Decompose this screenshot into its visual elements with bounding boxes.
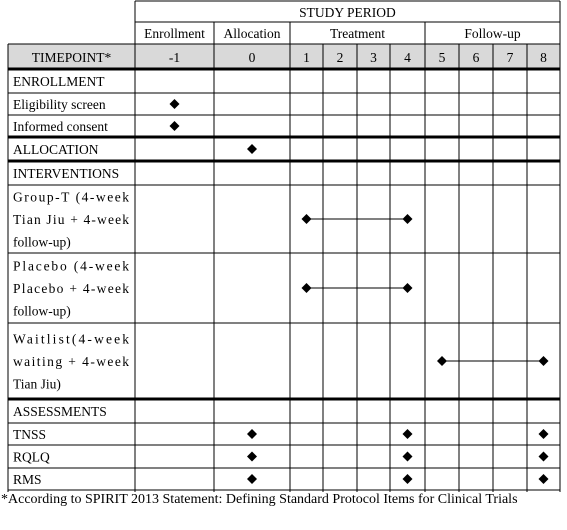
timepoint-value: 8: [540, 50, 547, 65]
phase-label: Treatment: [330, 26, 385, 41]
row-label-rqlq: RQLQ: [13, 449, 50, 465]
study-period-title: STUDY PERIOD: [299, 5, 396, 20]
timepoint-value: 7: [506, 50, 514, 65]
row-label-consent: Informed consent: [13, 119, 108, 134]
row-label-enrollment: ENROLLMENT: [13, 74, 105, 89]
diamond-end-group_t: [403, 214, 413, 224]
timepoint-value: 3: [370, 50, 377, 65]
diamond-mark-consent: [170, 121, 180, 131]
diamond-mark-rqlq: [247, 452, 257, 462]
row-label-group_t: Group-T (4-week: [13, 189, 129, 205]
diamond-mark-rms: [539, 474, 549, 484]
diamond-mark-rms: [247, 474, 257, 484]
diamond-mark-rqlq: [403, 452, 413, 462]
timepoint-value: 0: [248, 50, 256, 65]
timepoint-value: 6: [472, 50, 480, 65]
row-label-rms: RMS: [13, 472, 42, 487]
timepoint-value: -1: [168, 50, 181, 65]
row-label-placebo: follow-up): [13, 303, 71, 319]
timepoint-value: 2: [336, 50, 344, 65]
row-label-waitlist: Waitlist(4-week: [13, 331, 129, 347]
phase-label: Enrollment: [144, 26, 205, 41]
diamond-start-waitlist: [437, 356, 447, 366]
row-label-placebo: Placebo + 4-week: [13, 281, 129, 296]
row-label-group_t: Tian Jiu + 4-week: [13, 212, 129, 227]
phase-label: Allocation: [223, 26, 281, 41]
diamond-mark-allocation: [247, 144, 257, 154]
diamond-mark-tnss: [539, 429, 549, 439]
row-label-eligibility: Eligibility screen: [13, 97, 106, 112]
diamond-end-waitlist: [539, 356, 549, 366]
timepoint-value: 4: [404, 50, 411, 65]
diamond-mark-tnss: [247, 429, 257, 439]
row-label-interventions: INTERVENTIONS: [13, 166, 120, 181]
row-label-group_t: follow-up): [13, 234, 71, 250]
diamond-start-placebo: [302, 283, 312, 293]
row-label-placebo: Placebo (4-week: [13, 258, 129, 274]
diamond-end-placebo: [403, 283, 413, 293]
row-label-tnss: TNSS: [13, 427, 47, 442]
row-label-waitlist: Tian Jiu): [13, 376, 61, 392]
timepoint-value: 1: [303, 50, 310, 65]
diamond-mark-tnss: [403, 429, 413, 439]
row-label-waitlist: waiting + 4-week: [13, 354, 129, 369]
diamond-mark-rqlq: [539, 452, 549, 462]
phase-label: Follow-up: [464, 26, 521, 41]
diamond-start-group_t: [302, 214, 312, 224]
row-label-assessments: ASSESSMENTS: [13, 404, 107, 419]
footnote: *According to SPIRIT 2013 Statement: Defining Standard Protocol Items for Clinical Trials: [1, 492, 518, 507]
diamond-mark-eligibility: [170, 99, 180, 109]
row-label-allocation: ALLOCATION: [13, 142, 99, 157]
timepoint-value: 5: [438, 50, 446, 65]
diamond-mark-rms: [403, 474, 413, 484]
timepoint-label: TIMEPOINT*: [31, 50, 112, 65]
